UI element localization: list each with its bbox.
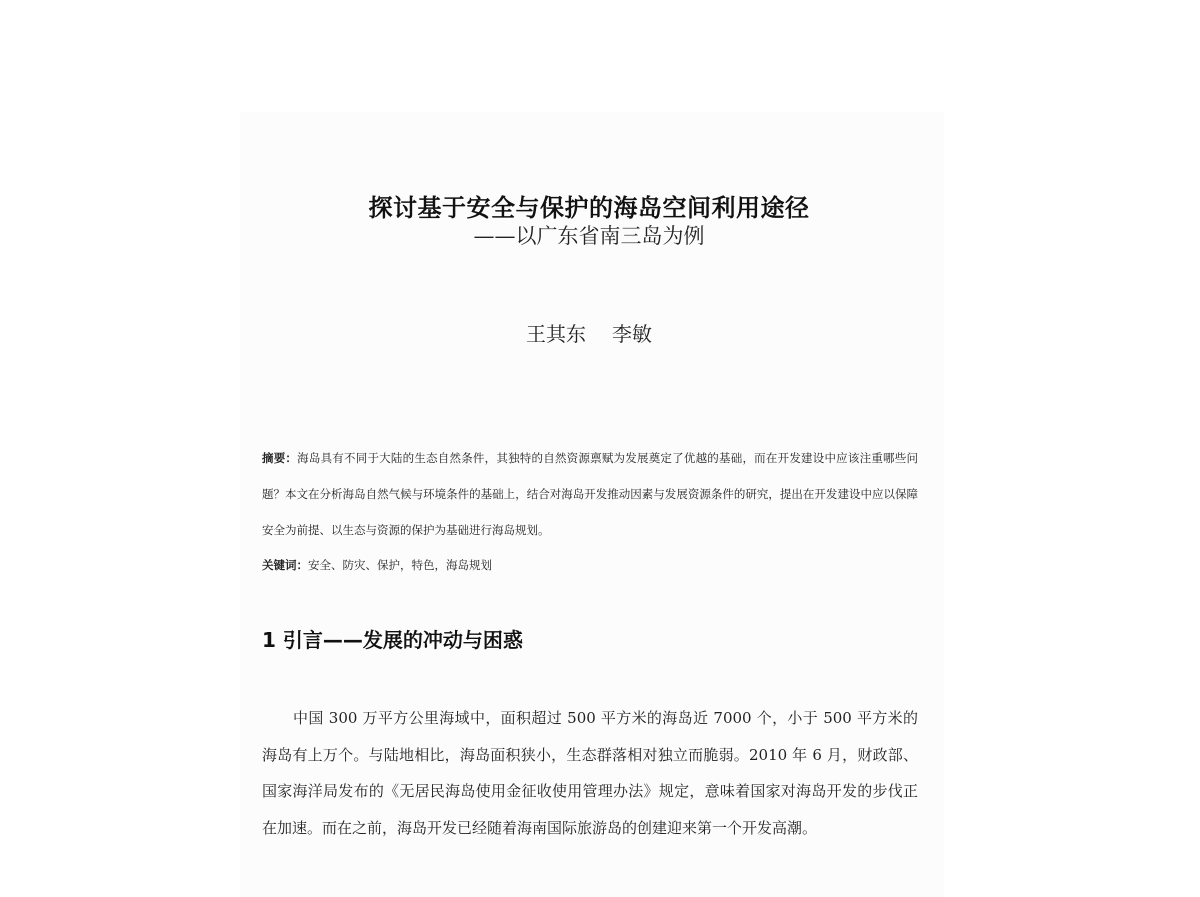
author-name: 王其东	[526, 322, 586, 346]
paper-title: 探讨基于安全与保护的海岛空间利用途径	[368, 194, 810, 223]
abstract-label: 摘要：	[262, 451, 298, 465]
author-name: 李敏	[612, 322, 652, 346]
keywords	[262, 553, 918, 577]
section-heading: 1 引言——发展的冲动与困惑	[262, 628, 523, 652]
paper-subtitle: ——以广东省南三岛为例	[473, 224, 705, 248]
keywords-text: 安全、防灾、保护，特色，海岛规划	[308, 558, 492, 572]
keywords-label: 关键词：	[262, 558, 308, 572]
body-paragraph: 中国 300 万平方公里海域中，面积超过 500 平方米的海岛近 7000 个，小于 500 平方米的海岛有上万个。与陆地相比，海岛面积狭小，生态群落相对独立而脆弱。2010 年 6 月，财政部、国家海洋局发布的《无居民海岛使用金征收使用管理办法》规定，意味着国家对海岛开发的步伐正在加速。而在之前，海岛开发已经随着海南国际旅游岛的创建迎来第一个开发高潮。	[262, 709, 918, 837]
author-list	[0, 318, 1178, 347]
abstract	[262, 440, 918, 548]
abstract-text: 海岛具有不同于大陆的生态自然条件，其独特的自然资源禀赋为发展奠定了优越的基础，而在开发建设中应该注重哪些问题？本文在分析海岛自然气候与环境条件的基础上，结合对海岛开发推动因素与发展资源条件的研究，提出在开发建设中应以保障安全为前提、以生态与资源的保护为基础进行海岛规划。	[262, 451, 918, 537]
